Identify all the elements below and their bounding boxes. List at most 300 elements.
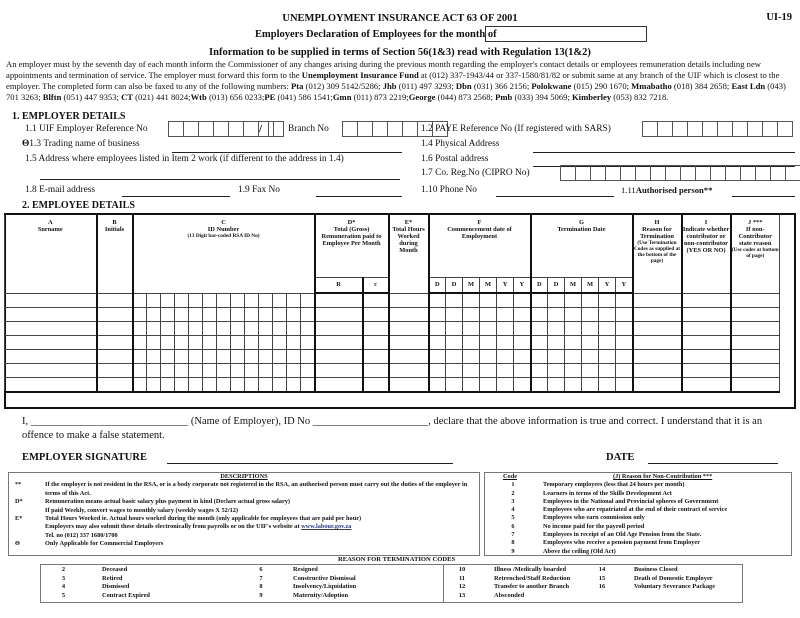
termination-text: Insolvency/Liquidation <box>293 583 357 591</box>
entry-cell[interactable] <box>548 364 565 378</box>
fax-number: (051) 447 9353; <box>61 92 122 103</box>
entry-cell[interactable] <box>548 293 565 308</box>
phone-field[interactable] <box>496 196 614 197</box>
entry-cell[interactable] <box>514 336 531 350</box>
entry-cell[interactable] <box>497 336 514 350</box>
entry-cell[interactable] <box>161 378 175 393</box>
entry-cell[interactable] <box>273 378 287 393</box>
entry-cell[interactable] <box>231 308 245 322</box>
date-part-D <box>446 278 463 294</box>
entry-cell[interactable] <box>429 378 446 393</box>
entry-cell[interactable] <box>389 336 429 350</box>
entry-cell[interactable] <box>287 322 301 336</box>
entry-cell[interactable] <box>463 308 480 322</box>
description-text <box>45 523 351 531</box>
cipro-boxes[interactable] <box>560 165 800 181</box>
fax-number: (011) 873 2219; <box>351 92 409 103</box>
entry-cell[interactable] <box>301 322 315 336</box>
entry-cell[interactable] <box>514 378 531 393</box>
entry-cell[interactable] <box>147 322 161 336</box>
entry-cell[interactable] <box>389 322 429 336</box>
entry-cell[interactable] <box>363 322 389 336</box>
entry-cell[interactable] <box>161 336 175 350</box>
entry-cell[interactable] <box>731 293 780 308</box>
entry-cell[interactable] <box>5 350 97 364</box>
entry-cell[interactable] <box>363 308 389 322</box>
entry-cell[interactable] <box>497 378 514 393</box>
col-g-termination <box>531 214 633 278</box>
entry-cell[interactable] <box>231 364 245 378</box>
entry-cell[interactable] <box>245 308 259 322</box>
termination-text: Retrenched/Staff Reduction <box>494 574 571 582</box>
entry-cell[interactable] <box>133 378 147 393</box>
entry-cell[interactable] <box>548 350 565 364</box>
col-label: If non-Contributor state reason <box>738 226 772 247</box>
entry-cell[interactable] <box>189 308 203 322</box>
entry-cell[interactable] <box>389 378 429 393</box>
entry-cell[interactable] <box>259 350 273 364</box>
entry-cell[interactable] <box>315 336 363 350</box>
entry-cell[interactable] <box>599 336 616 350</box>
entry-cell[interactable] <box>97 308 133 322</box>
paye-boxes[interactable] <box>642 121 793 137</box>
description-text-body: Remuneration means actual basic salary plus payment in kind (Declare actual gross salary) <box>45 498 290 506</box>
entry-cell[interactable] <box>363 336 389 350</box>
date-part-label: M <box>569 281 577 288</box>
entry-cell[interactable] <box>463 322 480 336</box>
entry-cell[interactable] <box>599 308 616 322</box>
entry-cell[interactable] <box>514 322 531 336</box>
entry-cell[interactable] <box>301 364 315 378</box>
entry-cell[interactable] <box>5 336 97 350</box>
entry-cell[interactable] <box>273 293 287 308</box>
entry-cell[interactable] <box>203 336 217 350</box>
entry-cell[interactable] <box>5 322 97 336</box>
entry-cell[interactable] <box>446 350 463 364</box>
entry-cell[interactable] <box>363 378 389 393</box>
entry-cell[interactable] <box>245 336 259 350</box>
declaration-text: I, ______________________________ (Name of Employer), ID No ______________________, declare that the above information is true and correct. I understand that it is an offence to make a false statement. <box>22 416 763 441</box>
form-code: UI-19 <box>766 12 792 23</box>
date-part-label: M <box>467 281 475 288</box>
entry-cell[interactable] <box>682 336 731 350</box>
entry-cell[interactable] <box>273 322 287 336</box>
entry-cell[interactable] <box>97 293 133 308</box>
date-part-label: Y <box>519 281 525 288</box>
entry-cell[interactable] <box>231 350 245 364</box>
entry-cell[interactable] <box>133 322 147 336</box>
entry-cell[interactable] <box>497 293 514 308</box>
entry-cell[interactable] <box>315 308 363 322</box>
entry-cell[interactable] <box>273 364 287 378</box>
entry-cell[interactable] <box>5 364 97 378</box>
entry-cell[interactable] <box>315 293 363 308</box>
entry-cell[interactable] <box>273 308 287 322</box>
entry-cell[interactable] <box>531 378 548 393</box>
entry-cell[interactable] <box>480 308 497 322</box>
fax-city: Pta <box>291 81 304 92</box>
entry-cell[interactable] <box>531 364 548 378</box>
entry-cell[interactable] <box>315 364 363 378</box>
entry-cell[interactable] <box>189 322 203 336</box>
entry-cell[interactable] <box>175 378 189 393</box>
entry-cell[interactable] <box>633 378 682 393</box>
col-letter: D* <box>347 219 356 226</box>
entry-cell[interactable] <box>582 293 599 308</box>
entry-cell[interactable] <box>147 336 161 350</box>
authorised-person-field[interactable] <box>732 196 795 197</box>
entry-cell[interactable] <box>731 336 780 350</box>
entry-cell[interactable] <box>161 293 175 308</box>
non-contribution-code: 5 <box>511 514 515 522</box>
entry-cell[interactable] <box>133 364 147 378</box>
entry-cell[interactable] <box>189 350 203 364</box>
entry-cell[interactable] <box>133 308 147 322</box>
col-label: Reason for Termination <box>640 226 674 240</box>
col-a-surname <box>5 214 97 293</box>
entry-cell[interactable] <box>480 336 497 350</box>
entry-cell[interactable] <box>565 364 582 378</box>
entry-cell[interactable] <box>217 364 231 378</box>
entry-cell[interactable] <box>97 350 133 364</box>
entry-cell[interactable] <box>582 378 599 393</box>
signature-field[interactable] <box>167 463 453 464</box>
entry-cell[interactable] <box>147 308 161 322</box>
entry-cell[interactable] <box>389 293 429 308</box>
entry-cell[interactable] <box>133 350 147 364</box>
termination-code: 5 <box>61 591 66 599</box>
entry-cell[interactable] <box>514 350 531 364</box>
work-address-field[interactable] <box>40 179 400 180</box>
entry-cell[interactable] <box>315 378 363 393</box>
date-part-D <box>429 278 446 294</box>
entry-cell[interactable] <box>203 350 217 364</box>
entry-cell[interactable] <box>203 364 217 378</box>
entry-cell[interactable] <box>514 364 531 378</box>
entry-cell[interactable] <box>480 364 497 378</box>
entry-cell[interactable] <box>497 322 514 336</box>
entry-cell[interactable] <box>616 378 633 393</box>
entry-cell[interactable] <box>147 364 161 378</box>
entry-cell[interactable] <box>161 322 175 336</box>
entry-cell[interactable] <box>231 336 245 350</box>
entry-cell[interactable] <box>446 364 463 378</box>
entry-cell[interactable] <box>287 308 301 322</box>
entry-cell[interactable] <box>287 350 301 364</box>
entry-cell[interactable] <box>429 350 446 364</box>
entry-cell[interactable] <box>633 350 682 364</box>
entry-cell[interactable] <box>446 293 463 308</box>
cipro-label: 1.7 Co. Reg.No (CIPRO No) <box>421 168 530 178</box>
entry-cell[interactable] <box>531 322 548 336</box>
description-item <box>9 498 479 506</box>
entry-cell[interactable] <box>97 378 133 393</box>
entry-cell[interactable] <box>548 378 565 393</box>
entry-cell[interactable] <box>217 322 231 336</box>
entry-cell[interactable] <box>633 308 682 322</box>
description-mark <box>9 507 45 515</box>
entry-cell[interactable] <box>217 308 231 322</box>
entry-cell[interactable] <box>599 322 616 336</box>
description-item <box>9 523 479 531</box>
entry-cell[interactable] <box>189 336 203 350</box>
termination-text: Dismissed <box>102 583 130 591</box>
entry-cell[interactable] <box>682 350 731 364</box>
entry-cell[interactable] <box>446 322 463 336</box>
entry-cell[interactable] <box>582 336 599 350</box>
entry-cell[interactable] <box>133 336 147 350</box>
entry-cell[interactable] <box>133 293 147 308</box>
termination-text: Maternity/Adoption <box>293 591 349 599</box>
physical-address-field[interactable] <box>533 152 795 153</box>
entry-cell[interactable] <box>582 364 599 378</box>
entry-cell[interactable] <box>259 293 273 308</box>
entry-cell[interactable] <box>682 293 731 308</box>
entry-cell[interactable] <box>161 364 175 378</box>
termination-code: 6 <box>259 566 263 573</box>
entry-cell[interactable] <box>514 308 531 322</box>
entry-cell[interactable] <box>231 378 245 393</box>
col-letter: C <box>221 219 226 226</box>
termination-text: Voluntary Severance Package <box>634 583 716 591</box>
entry-cell[interactable] <box>599 364 616 378</box>
declaration-title: Employers Declaration of Employees for the month of <box>255 29 497 40</box>
entry-cell[interactable] <box>147 378 161 393</box>
entry-cell[interactable] <box>175 350 189 364</box>
entry-cell[interactable] <box>389 364 429 378</box>
col-label: ID Number <box>207 226 240 233</box>
entry-cell[interactable] <box>446 308 463 322</box>
entry-cell[interactable] <box>429 364 446 378</box>
entry-cell[interactable] <box>633 293 682 308</box>
entry-cell[interactable] <box>616 308 633 322</box>
entry-cell[interactable] <box>616 364 633 378</box>
entry-cell[interactable] <box>565 378 582 393</box>
entry-cell[interactable] <box>175 293 189 308</box>
entry-cell[interactable] <box>189 378 203 393</box>
entry-cell[interactable] <box>5 308 97 322</box>
entry-cell[interactable] <box>582 350 599 364</box>
entry-cell[interactable] <box>161 308 175 322</box>
trading-name-field[interactable] <box>172 152 402 153</box>
month-input[interactable] <box>485 26 647 42</box>
entry-cell[interactable] <box>189 364 203 378</box>
entry-cell[interactable] <box>315 322 363 336</box>
entry-cell[interactable] <box>616 293 633 308</box>
entry-cell[interactable] <box>682 322 731 336</box>
entry-cell[interactable] <box>301 350 315 364</box>
entry-cell[interactable] <box>315 350 363 364</box>
fax-city: Wtb <box>190 92 207 103</box>
entry-cell[interactable] <box>616 322 633 336</box>
entry-cell[interactable] <box>363 350 389 364</box>
entry-cell[interactable] <box>682 378 731 393</box>
entry-cell[interactable] <box>273 350 287 364</box>
entry-cell[interactable] <box>175 308 189 322</box>
entry-cell[interactable] <box>633 336 682 350</box>
entry-cell[interactable] <box>731 350 780 364</box>
entry-cell[interactable] <box>497 364 514 378</box>
entry-cell[interactable] <box>731 364 780 378</box>
entry-cell[interactable] <box>189 293 203 308</box>
entry-cell[interactable] <box>363 364 389 378</box>
entry-cell[interactable] <box>548 308 565 322</box>
entry-cell[interactable] <box>245 378 259 393</box>
entry-cell[interactable] <box>480 350 497 364</box>
uif-ref-suffix-box[interactable] <box>268 121 284 137</box>
entry-cell[interactable] <box>599 293 616 308</box>
entry-cell[interactable] <box>480 322 497 336</box>
entry-cell[interactable] <box>463 350 480 364</box>
entry-cell[interactable] <box>463 336 480 350</box>
entry-cell[interactable] <box>175 364 189 378</box>
entry-cell[interactable] <box>301 308 315 322</box>
entry-cell[interactable] <box>217 378 231 393</box>
entry-cell[interactable] <box>259 308 273 322</box>
entry-cell[interactable] <box>429 322 446 336</box>
entry-cell[interactable] <box>287 293 301 308</box>
entry-cell[interactable] <box>446 378 463 393</box>
entry-cell[interactable] <box>548 336 565 350</box>
entry-cell[interactable] <box>147 350 161 364</box>
date-part-Y <box>599 278 616 294</box>
entry-cell[interactable] <box>5 378 97 393</box>
entry-cell[interactable] <box>389 350 429 364</box>
entry-cell[interactable] <box>217 336 231 350</box>
col-e-hours <box>389 214 429 293</box>
entry-cell[interactable] <box>245 364 259 378</box>
entry-cell[interactable] <box>548 322 565 336</box>
col-letter: G <box>579 219 584 226</box>
entry-cell[interactable] <box>633 322 682 336</box>
entry-cell[interactable] <box>463 293 480 308</box>
entry-cell[interactable] <box>97 336 133 350</box>
entry-cell[interactable] <box>259 336 273 350</box>
termination-code: 7 <box>259 574 263 582</box>
entry-cell[interactable] <box>203 322 217 336</box>
entry-cell[interactable] <box>565 336 582 350</box>
slash: / <box>259 123 263 135</box>
entry-cell[interactable] <box>287 336 301 350</box>
entry-cell[interactable] <box>480 293 497 308</box>
website-link[interactable]: www.labour.gov.za <box>301 523 352 531</box>
entry-cell[interactable] <box>682 364 731 378</box>
entry-cell[interactable] <box>287 378 301 393</box>
entry-cell[interactable] <box>565 322 582 336</box>
entry-cell[interactable] <box>245 350 259 364</box>
entry-cell[interactable] <box>301 378 315 393</box>
entry-cell[interactable] <box>497 308 514 322</box>
entry-cell[interactable] <box>273 336 287 350</box>
email-field[interactable] <box>122 196 230 197</box>
entry-cell[interactable] <box>175 322 189 336</box>
fax-number: (013) 656 0233; <box>206 92 265 103</box>
entry-cell[interactable] <box>231 322 245 336</box>
entry-cell[interactable] <box>203 308 217 322</box>
entry-cell[interactable] <box>203 293 217 308</box>
entry-cell[interactable] <box>245 322 259 336</box>
termination-code: 4 <box>61 583 66 591</box>
entry-cell[interactable] <box>203 378 217 393</box>
entry-cell[interactable] <box>287 364 301 378</box>
entry-cell[interactable] <box>245 293 259 308</box>
entry-cell[interactable] <box>301 336 315 350</box>
col-d-cents <box>363 278 389 294</box>
entry-cell[interactable] <box>97 364 133 378</box>
date-field[interactable] <box>648 463 778 464</box>
entry-cell[interactable] <box>217 350 231 364</box>
authorised-person-label <box>621 185 712 195</box>
entry-cell[interactable] <box>565 350 582 364</box>
entry-cell[interactable] <box>389 308 429 322</box>
entry-cell[interactable] <box>582 322 599 336</box>
termination-code-item <box>241 592 441 601</box>
entry-cell[interactable] <box>231 293 245 308</box>
entry-cell[interactable] <box>682 308 731 322</box>
termination-code: 2 <box>61 566 66 573</box>
description-text <box>45 481 479 498</box>
fax-field[interactable] <box>316 196 402 197</box>
entry-cell[interactable] <box>147 293 161 308</box>
entry-cell[interactable] <box>731 308 780 322</box>
email-label: 1.8 E-mail address <box>25 185 96 195</box>
entry-cell[interactable] <box>97 322 133 336</box>
entry-cell[interactable] <box>480 378 497 393</box>
col-f-commencement <box>429 214 531 278</box>
entry-cell[interactable] <box>565 308 582 322</box>
entry-cell[interactable] <box>531 308 548 322</box>
fax-number: (011) 497 3293; <box>396 81 456 92</box>
entry-cell[interactable] <box>301 293 315 308</box>
entry-cell[interactable] <box>259 378 273 393</box>
entry-cell[interactable] <box>463 364 480 378</box>
entry-cell[interactable] <box>217 293 231 308</box>
entry-cell[interactable] <box>582 308 599 322</box>
date-part-label: Y <box>604 281 610 288</box>
entry-cell[interactable] <box>531 336 548 350</box>
entry-cell[interactable] <box>5 293 97 308</box>
termination-text: Death of Domestic Employer <box>634 574 713 582</box>
entry-cell[interactable] <box>633 364 682 378</box>
entry-cell[interactable] <box>161 350 175 364</box>
entry-cell[interactable] <box>731 378 780 393</box>
entry-cell[interactable] <box>599 350 616 364</box>
entry-cell[interactable] <box>731 322 780 336</box>
entry-cell[interactable] <box>514 293 531 308</box>
entry-cell[interactable] <box>175 336 189 350</box>
entry-cell[interactable] <box>446 336 463 350</box>
fax-city: Gmn <box>332 92 352 103</box>
entry-cell[interactable] <box>565 293 582 308</box>
entry-cell[interactable] <box>429 336 446 350</box>
entry-cell[interactable] <box>363 293 389 308</box>
description-mark: ** <box>15 481 22 489</box>
entry-cell[interactable] <box>259 364 273 378</box>
entry-cell[interactable] <box>259 322 273 336</box>
entry-cell[interactable] <box>463 378 480 393</box>
entry-cell[interactable] <box>616 350 633 364</box>
entry-cell[interactable] <box>531 293 548 308</box>
descriptions-box <box>8 472 480 556</box>
termination-code-item <box>442 592 582 601</box>
entry-cell[interactable] <box>599 378 616 393</box>
termination-text: Transfer to another Branch <box>494 583 570 591</box>
entry-cell[interactable] <box>429 308 446 322</box>
entry-cell[interactable] <box>531 350 548 364</box>
entry-cell[interactable] <box>616 336 633 350</box>
entry-cell[interactable] <box>429 293 446 308</box>
entry-cell[interactable] <box>497 350 514 364</box>
